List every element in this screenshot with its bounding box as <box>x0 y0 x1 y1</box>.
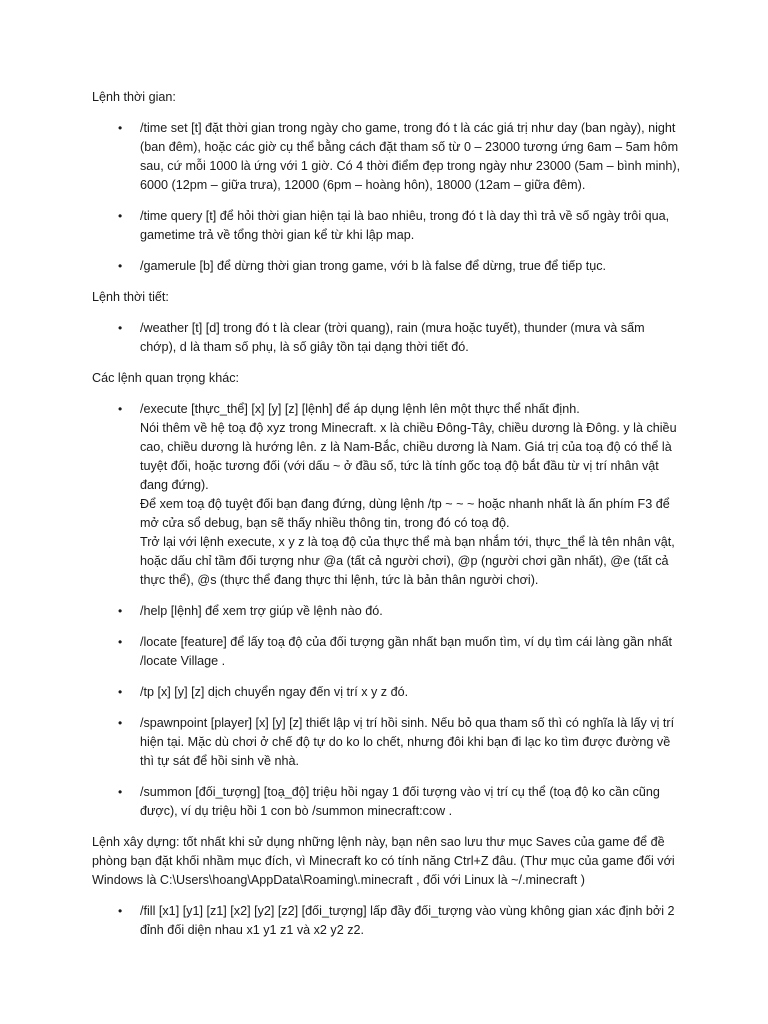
execute-target-text: Trở lại với lệnh execute, x y z là toạ độ của thực thể mà bạn nhắm tới, thực_thể là tên nhân vật, hoặc dấu chỉ tầm đối tượng như @a (tất cả người chơi), @p (người chơi gần nhất), @e (tất cả thực thể), @s (thực thể đang thực thi lệnh, tức là bản thân người chơi). <box>140 535 675 587</box>
build-commands-paragraph: Lệnh xây dựng: tốt nhất khi sử dụng những lệnh này, bạn nên sao lưu thư mục Saves của game để đề phòng bạn đặt khối nhầm mục đích, vì Minecraft ko có tính năng Ctrl+Z đâu. (Thư mục của game đối với Windows là C:\Users\hoang\AppData\Roaming\.minecraft , đối với Linux là ~/.minecraft ) <box>92 835 675 887</box>
document-body <box>92 88 682 952</box>
list-item <box>92 119 682 195</box>
bullet-icon: • <box>118 209 123 223</box>
bullet-icon: • <box>118 121 123 135</box>
list-item-text: /fill [x1] [y1] [z1] [x2] [y2] [z2] [đối_tượng] lấp đầy đối_tượng vào vùng không gian xác định bởi 2 đỉnh đối diện nhau x1 y1 z1 và x2 y2 z2. <box>140 904 675 937</box>
bullet-icon: • <box>118 716 123 730</box>
list-item-text: /locate [feature] để lấy toạ độ của đối tượng gần nhất bạn muốn tìm, ví dụ tìm cái làng gần nhất /locate Village . <box>140 635 672 668</box>
other-commands-list <box>92 400 682 821</box>
bullet-icon: • <box>118 321 123 335</box>
list-item-text: /help [lệnh] để xem trợ giúp về lệnh nào đó. <box>140 604 383 618</box>
other-commands-heading: Các lệnh quan trọng khác: <box>92 371 240 385</box>
build-commands-list <box>92 902 682 940</box>
bullet-icon: • <box>118 259 123 273</box>
list-item-execute <box>92 400 682 590</box>
list-item-text: /gamerule [b] để dừng thời gian trong game, với b là false để dừng, true để tiếp tục. <box>140 259 607 273</box>
list-item <box>92 207 682 245</box>
list-item-text: /tp [x] [y] [z] dịch chuyển ngay đến vị trí x y z đó. <box>140 685 409 699</box>
coordinate-explanation-text: Nói thêm về hệ toạ độ xyz trong Minecraft. x là chiều Đông-Tây, chiều dương là Đông. y là chiều cao, chiều dương là hướng lên. z là Nam-Bắc, chiều dương là Nam. Giá trị của toạ độ có thể là tuyệt đối, hoặc tương đối (với dấu ~ ở đầu số, tức là tính gốc toạ độ bắt đầu từ vị trí nhân vật đang đứng). <box>140 421 677 492</box>
list-item <box>92 602 682 621</box>
list-item-text: /time set [t] đặt thời gian trong ngày cho game, trong đó t là các giá trị như day (ban ngày), night (ban đêm), hoặc các giờ cụ thể bằng cách đặt tham số từ 0 – 23000 tương ứng 6am – 5am hôm sau, cứ mỗi 1000 là ứng với 1 giờ. Có 4 thời điểm đẹp trong ngày như 23000 (5am – bình minh), 6000 (12pm – giữa trưa), 12000 (6pm – hoàng hôn), 18000 (12am – giữa đêm). <box>140 121 681 192</box>
bullet-icon: • <box>118 635 123 649</box>
list-item <box>92 683 682 702</box>
list-item-text: /weather [t] [d] trong đó t là clear (trời quang), rain (mưa hoặc tuyết), thunder (mưa và sấm chớp), d là tham số phụ, là số giây tồn tại dạng thời tiết đó. <box>140 321 645 354</box>
list-item <box>92 257 682 276</box>
list-item <box>92 783 682 821</box>
list-item <box>92 633 682 671</box>
list-item <box>92 902 682 940</box>
weather-commands-heading: Lệnh thời tiết: <box>92 290 169 304</box>
bullet-icon: • <box>118 604 123 618</box>
time-commands-list <box>92 119 682 276</box>
bullet-icon: • <box>118 904 123 918</box>
list-item <box>92 714 682 771</box>
absolute-coordinate-text: Để xem toạ độ tuyệt đối bạn đang đứng, dùng lệnh /tp ~ ~ ~ hoặc nhanh nhất là ấn phím F3 để mở cửa sổ debug, bạn sẽ thấy nhiều thông tin, trong đó có toạ độ. <box>140 497 670 530</box>
bullet-icon: • <box>118 785 123 799</box>
time-commands-heading: Lệnh thời gian: <box>92 90 176 104</box>
list-item-text: /time query [t] để hỏi thời gian hiện tại là bao nhiêu, trong đó t là day thì trả về số ngày trôi qua, gametime trả về tổng thời gian kể từ khi lập map. <box>140 209 670 242</box>
list-item-text: /spawnpoint [player] [x] [y] [z] thiết lập vị trí hồi sinh. Nếu bỏ qua tham số thì có nghĩa là lấy vị trí hiện tại. Mặc dù chơi ở chế độ tự do ko lo chết, nhưng đôi khi bạn đi lạc ko tìm được đường về thì tự sát để hồi sinh về nhà. <box>140 716 675 768</box>
bullet-icon: • <box>118 685 123 699</box>
bullet-icon: • <box>118 402 123 416</box>
list-item-text: /summon [đối_tượng] [toạ_độ] triệu hồi ngay 1 đối tượng vào vị trí cụ thể (toạ độ ko cần cũng được), ví dụ triệu hồi 1 con bò /summon minecraft:cow . <box>140 785 660 818</box>
list-item <box>92 319 682 357</box>
weather-commands-list <box>92 319 682 357</box>
execute-command-text: /execute [thực_thể] [x] [y] [z] [lệnh] để áp dụng lệnh lên một thực thể nhất định. <box>140 402 580 416</box>
